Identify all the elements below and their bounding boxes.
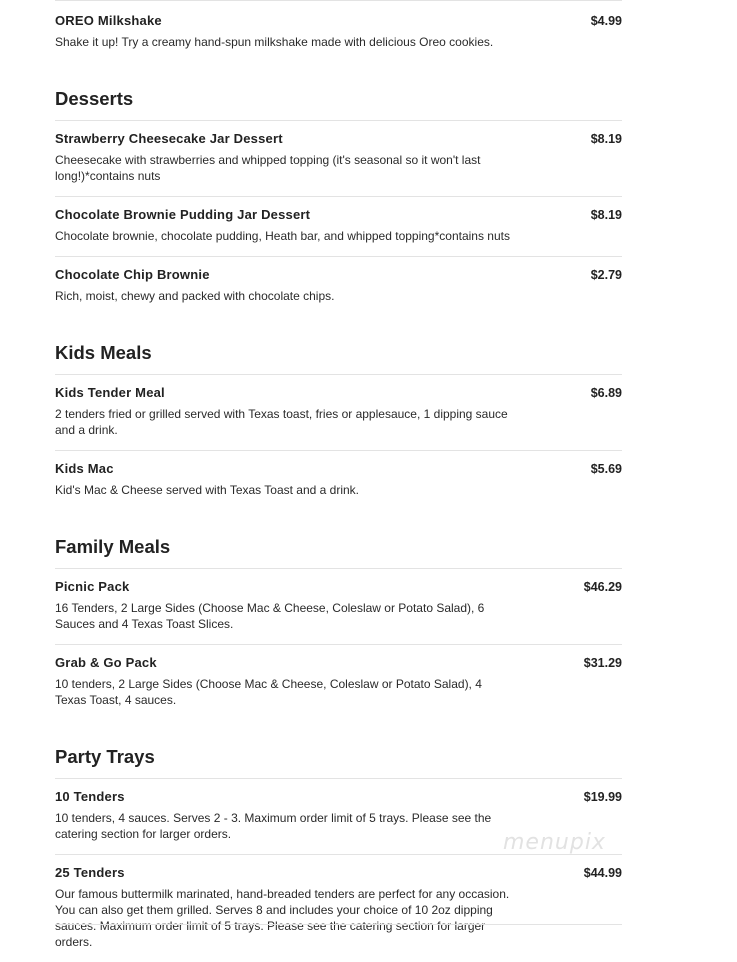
menu-item[interactable]: [55, 196, 622, 256]
menupix-watermark: menupix: [503, 830, 606, 855]
item-name: OREO Milkshake: [55, 13, 162, 28]
menu-item[interactable]: [55, 0, 622, 62]
section-kids-meals: [55, 342, 622, 510]
item-price: $2.79: [590, 268, 622, 282]
section-title: Desserts: [55, 88, 134, 109]
menu-item[interactable]: [55, 256, 622, 316]
item-name: Chocolate Brownie Pudding Jar Dessert: [55, 207, 311, 222]
item-name: Strawberry Cheesecake Jar Dessert: [55, 131, 283, 146]
item-price: $19.99: [583, 790, 622, 804]
item-name: Picnic Pack: [55, 579, 130, 594]
menu-item[interactable]: [55, 374, 622, 450]
item-price: $46.29: [583, 580, 622, 594]
item-name: 25 Tenders: [55, 865, 125, 880]
item-description: Chocolate brownie, chocolate pudding, Heath bar, and whipped topping*contains nuts: [55, 229, 510, 243]
section-drinks: [55, 0, 622, 62]
item-price: $44.99: [583, 866, 622, 880]
menu-item[interactable]: [55, 854, 622, 962]
menu-item[interactable]: [55, 644, 622, 720]
item-description: Kid's Mac & Cheese served with Texas Toast and a drink.: [55, 483, 360, 497]
item-price: $8.19: [590, 208, 622, 222]
section-family-meals: [55, 536, 622, 720]
section-title: Family Meals: [55, 536, 171, 557]
section-desserts: [55, 88, 622, 316]
item-description: 2 tenders fried or grilled served with Texas toast, fries or applesauce, 1 dipping sauce and a drink.: [55, 407, 508, 437]
menu-item[interactable]: [55, 568, 622, 644]
section-title: Kids Meals: [55, 342, 152, 363]
item-description: 16 Tenders, 2 Large Sides (Choose Mac & Cheese, Coleslaw or Potato Salad), 6 Sauces and 4 Texas Toast Slices.: [55, 601, 485, 631]
item-name: Kids Tender Meal: [55, 385, 165, 400]
item-price: $6.89: [590, 386, 622, 400]
item-description: Shake it up! Try a creamy hand-spun milkshake made with delicious Oreo cookies.: [55, 35, 494, 49]
item-description: 10 tenders, 2 Large Sides (Choose Mac & Cheese, Coleslaw or Potato Salad), 4 Texas Toast, 4 sauces.: [55, 677, 482, 707]
item-description: Cheesecake with strawberries and whipped topping (it's seasonal so it won't last long!)*contains nuts: [55, 153, 481, 183]
menu-item[interactable]: [55, 450, 622, 510]
item-name: 10 Tenders: [55, 789, 125, 804]
divider: [55, 924, 622, 925]
item-name: Kids Mac: [55, 461, 114, 476]
item-description: 10 tenders, 4 sauces. Serves 2 - 3. Maximum order limit of 5 trays. Please see the catering section for larger orders.: [55, 811, 492, 841]
section-title: Party Trays: [55, 746, 155, 767]
item-name: Chocolate Chip Brownie: [55, 267, 210, 282]
item-price: $4.99: [590, 14, 622, 28]
item-price: $31.29: [583, 656, 622, 670]
item-price: $5.69: [590, 462, 622, 476]
item-description: Our famous buttermilk marinated, hand-breaded tenders are perfect for any occasion. You can also get them grilled. Serves 8 and includes your choice of 10 2oz dipping sauces. Maximum order limit of 5 trays. Please see the catering section for larger orders.: [55, 887, 510, 949]
item-description: Rich, moist, chewy and packed with chocolate chips.: [55, 289, 335, 303]
menu-item[interactable]: [55, 120, 622, 196]
menu-list: [55, 0, 622, 962]
item-price: $8.19: [590, 132, 622, 146]
item-name: Grab & Go Pack: [55, 655, 157, 670]
